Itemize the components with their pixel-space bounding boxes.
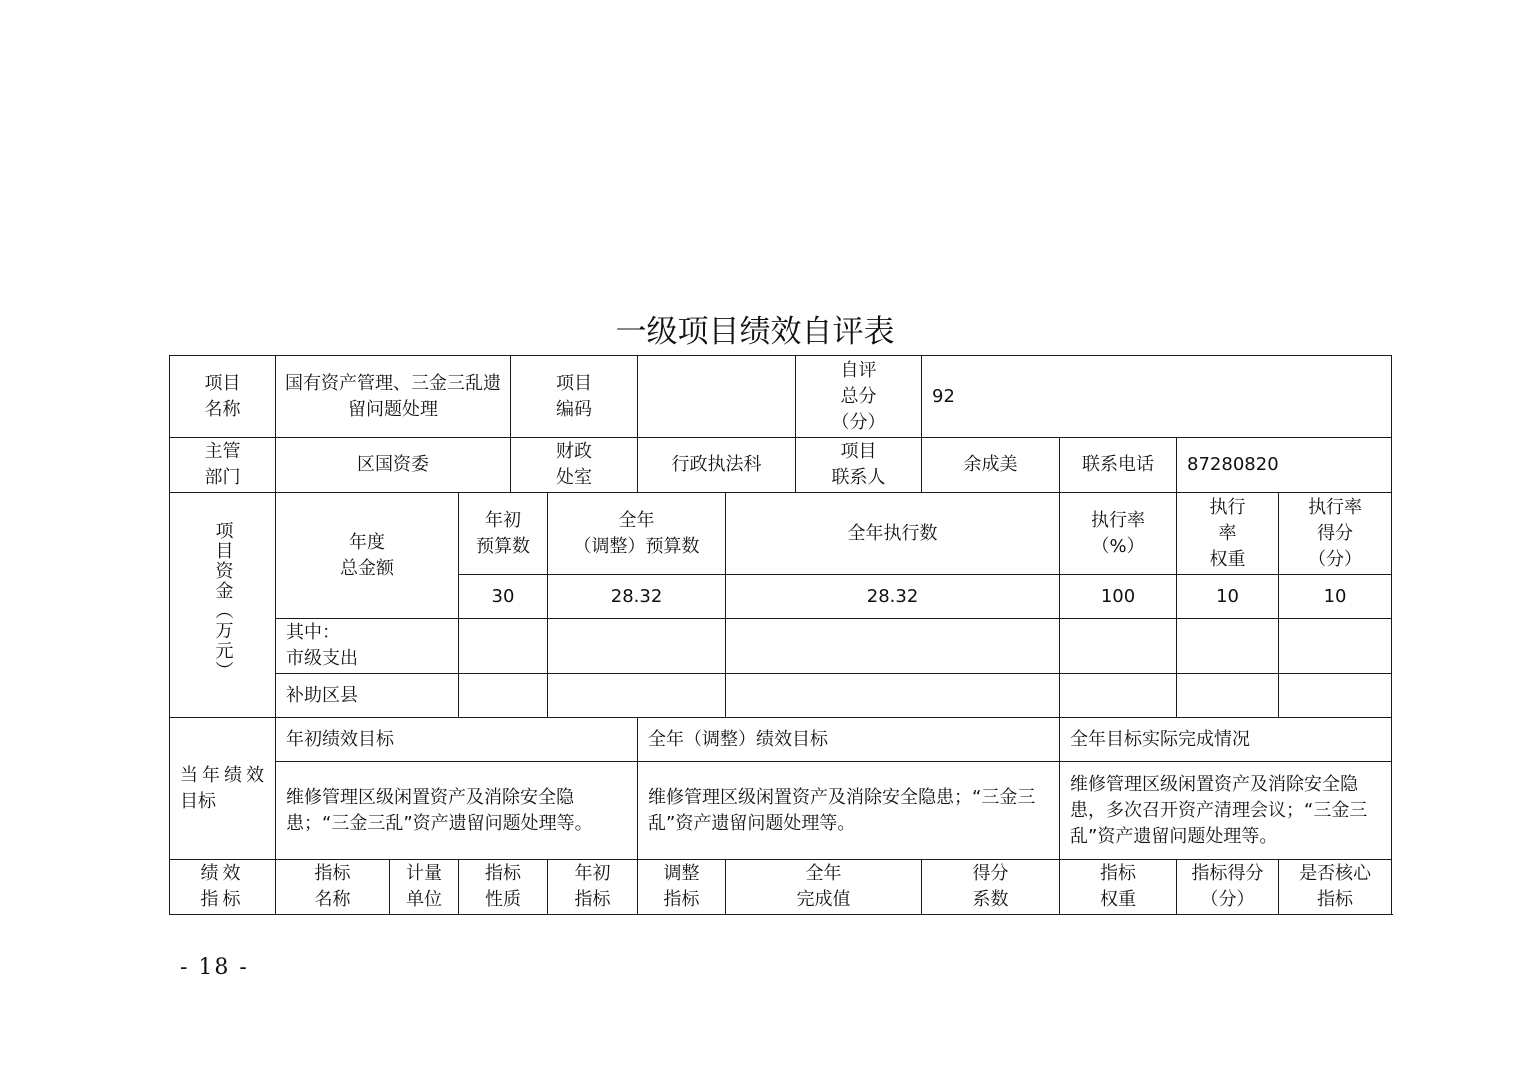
initial-goal-text: 维修管理区级闲置资产及消除安全隐患；“三金三乱”资产遗留问题处理等。: [276, 762, 638, 860]
indicator-coef-header: 得分 系数: [922, 860, 1060, 915]
initial-budget-header: 年初 预算数: [459, 493, 548, 575]
city-initial-cell: [459, 619, 548, 674]
goals-section-label: 当年绩效 目标: [170, 718, 276, 860]
page-title: 一级项目绩效自评表: [615, 314, 895, 350]
dept-label: 主管 部门: [170, 438, 276, 493]
finance-office-value: 行政执法科: [638, 438, 796, 493]
district-score-cell: [1279, 674, 1392, 718]
district-subsidy-label: 补助区县: [276, 674, 459, 718]
district-adjusted-cell: [548, 674, 726, 718]
weight-header: 执行 率 权重: [1177, 493, 1279, 575]
funds-section-label: 项目资金（万元）: [170, 493, 276, 718]
district-initial-cell: [459, 674, 548, 718]
project-info-row: [170, 356, 1392, 438]
phone-label: 联系电话: [1060, 438, 1177, 493]
performance-form-table: [169, 355, 1392, 915]
initial-goal-header: 年初绩效目标: [276, 718, 638, 762]
city-score-cell: [1279, 619, 1392, 674]
indicator-adjusted-header: 调整 指标: [638, 860, 726, 915]
contact-value: 余成美: [922, 438, 1060, 493]
indicators-header-row: [170, 860, 1392, 915]
contact-label: 项目 联系人: [796, 438, 922, 493]
initial-budget-value: 30: [459, 575, 548, 619]
rate-score-value: 10: [1279, 575, 1392, 619]
project-code-label: 项目 编码: [511, 356, 638, 438]
department-row: [170, 438, 1392, 493]
page-number: - 18 -: [180, 955, 249, 980]
indicator-unit-header: 计量 单位: [390, 860, 459, 915]
city-expenditure-label: 其中： 市级支出: [276, 619, 459, 674]
funds-header-row: [170, 493, 1392, 575]
exec-rate-value: 100: [1060, 575, 1177, 619]
city-adjusted-cell: [548, 619, 726, 674]
adjusted-goal-header: 全年（调整）绩效目标: [638, 718, 1060, 762]
indicator-complete-header: 全年 完成值: [726, 860, 922, 915]
score-value: 92: [922, 356, 1392, 438]
project-name-value: 国有资产管理、三金三乱遗留问题处理: [276, 356, 511, 438]
goals-text-row: [170, 762, 1392, 860]
indicator-weight-header: 指标 权重: [1060, 860, 1177, 915]
executed-header: 全年执行数: [726, 493, 1060, 575]
weight-value: 10: [1177, 575, 1279, 619]
district-weight-cell: [1177, 674, 1279, 718]
indicator-score-header: 指标得分 （分）: [1177, 860, 1279, 915]
actual-goal-header: 全年目标实际完成情况: [1060, 718, 1392, 762]
indicators-section-label: 绩效 指标: [170, 860, 276, 915]
executed-value: 28.32: [726, 575, 1060, 619]
indicator-initial-header: 年初 指标: [548, 860, 638, 915]
project-name-label: 项目 名称: [170, 356, 276, 438]
exec-rate-header: 执行率 （%）: [1060, 493, 1177, 575]
city-expenditure-row: [170, 619, 1392, 674]
dept-value: 区国资委: [276, 438, 511, 493]
district-rate-cell: [1060, 674, 1177, 718]
annual-total-label: 年度 总金额: [276, 493, 459, 619]
finance-office-label: 财政 处室: [511, 438, 638, 493]
rate-score-header: 执行率 得分 （分）: [1279, 493, 1392, 575]
project-code-value: [638, 356, 796, 438]
score-label: 自评 总分 （分）: [796, 356, 922, 438]
adjusted-budget-value: 28.32: [548, 575, 726, 619]
district-subsidy-row: [170, 674, 1392, 718]
district-executed-cell: [726, 674, 1060, 718]
indicator-core-header: 是否核心 指标: [1279, 860, 1392, 915]
actual-goal-text: 维修管理区级闲置资产及消除安全隐患，多次召开资产清理会议；“三金三乱”资产遗留问题处理等。: [1060, 762, 1392, 860]
indicator-nature-header: 指标 性质: [459, 860, 548, 915]
adjusted-budget-header: 全年 （调整）预算数: [548, 493, 726, 575]
city-executed-cell: [726, 619, 1060, 674]
city-rate-cell: [1060, 619, 1177, 674]
indicator-name-header: 指标 名称: [276, 860, 390, 915]
phone-value: 87280820: [1177, 438, 1392, 493]
city-weight-cell: [1177, 619, 1279, 674]
adjusted-goal-text: 维修管理区级闲置资产及消除安全隐患；“三金三乱”资产遗留问题处理等。: [638, 762, 1060, 860]
goals-header-row: [170, 718, 1392, 762]
